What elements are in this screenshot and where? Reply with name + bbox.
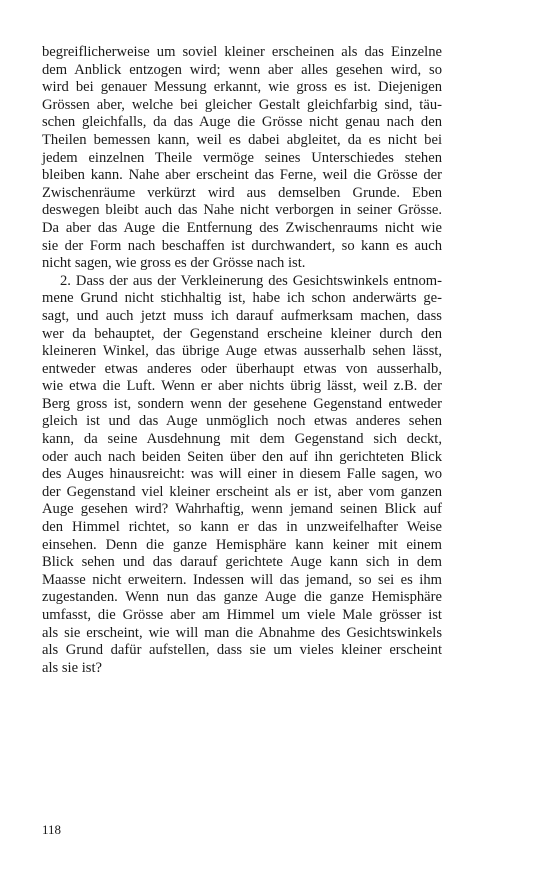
text-line: Zwischenräume verkürzt wird aus demselben Grunde. Eben [42,184,442,201]
text-line: kleineren Winkel, das übrige Auge etwas ausserhalb sehen lässt, [42,343,442,360]
text-line: Maasse nicht erweitern. Indessen will das jemand, so sei es ihm [42,571,442,588]
text-line: sie der Form nach beschaffen ist durchwandert, so kann es auch [42,237,442,254]
text-line: dem Anblick entzogen wird; wenn aber alles gesehen wird, so [42,61,442,78]
text-line: wie etwa die Luft. Wenn er aber nichts übrig lässt, weil z.B. der [42,378,442,395]
text-line: begreiflicherweise um soviel kleiner erscheinen als das Einzelne [42,44,442,60]
text-line: kann, da seine Ausdehnung mit dem Gegenstand sich deckt, [42,431,442,448]
text-line: wird bei genauer Messung erkannt, wie gross es ist. Diejenigen [42,79,442,96]
text-line: als Grund dafür aufstellen, dass sie um vieles kleiner erscheint [42,642,442,659]
text-line: zugestanden. Wenn nun das ganze Auge die ganze Hemisphäre [42,589,442,606]
body-text [42,44,442,677]
text-line: wer da behauptet, der Gegenstand erscheine kleiner durch den [42,325,442,342]
text-line: 2. Dass der aus der Verkleinerung des Gesichtswinkels entnom- [60,272,442,289]
text-line: umfasst, die Grösse aber am Himmel um viele Male grösser ist [42,607,442,623]
text-line: Auge gesehen wird? Wahrhaftig, wenn jemand seinen Blick auf [42,501,442,518]
text-line: entweder etwas anderes oder überhaupt etwas von ausserhalb, [42,360,442,377]
text-line: bleiben kann. Nahe aber erscheint das Ferne, weil die Grösse der [42,167,442,184]
text-line: einsehen. Denn die ganze Hemisphäre kann keiner mit einem [42,536,442,553]
text-line: jedem einzelnen Theile vermöge seines Unterschiedes stehen [42,149,442,166]
text-line: deswegen bleibt auch das Nahe nicht verborgen in seiner Grösse. [42,202,442,219]
text-line: den Himmel richtet, so kann er das in unzweifelhafter Weise [42,519,442,536]
text-line: gleich ist und das Auge unmöglich noch etwas anderes sehen [42,413,442,430]
text-line: als sie ist? [42,659,102,676]
text-line: Theilen bemessen kann, weil es dabei abgleitet, da es nicht bei [42,131,442,148]
text-line: des Auges hinausreicht: was will einer in diesem Falle sagen, wo [42,466,442,483]
text-line: Blick sehen und das darauf gerichtete Auge kann sich in dem [42,554,442,571]
text-line: der Gegenstand viel kleiner erscheint als er ist, aber vom ganzen [42,483,442,500]
page-number: 118 [42,822,62,837]
text-line: Grössen aber, welche bei gleicher Gestalt gleichfarbig sind, täu- [42,96,442,113]
text-line: mene Grund nicht stichhaltig ist, habe ich schon anderwärts ge- [42,290,442,307]
text-line: nicht sagen, wie gross es der Grösse nach ist. [42,255,306,272]
text-line: Da aber das Auge die Entfernung des Zwischenraums nicht wie [42,219,442,236]
text-line: als sie erscheint, wie will man die Abnahme des Gesichtswinkels [42,624,442,641]
text-line: Berg gross ist, sondern wenn der gesehene Gegenstand entweder [42,395,442,412]
text-line: oder auch nach beiden Seiten über den auf ihn gerichteten Blick [42,448,442,465]
text-line: sagt, und auch jetzt muss ich darauf aufmerksam machen, dass [42,307,442,324]
text-line: schen gleichfalls, da das Auge die Grösse nicht genau nach den [42,114,442,131]
